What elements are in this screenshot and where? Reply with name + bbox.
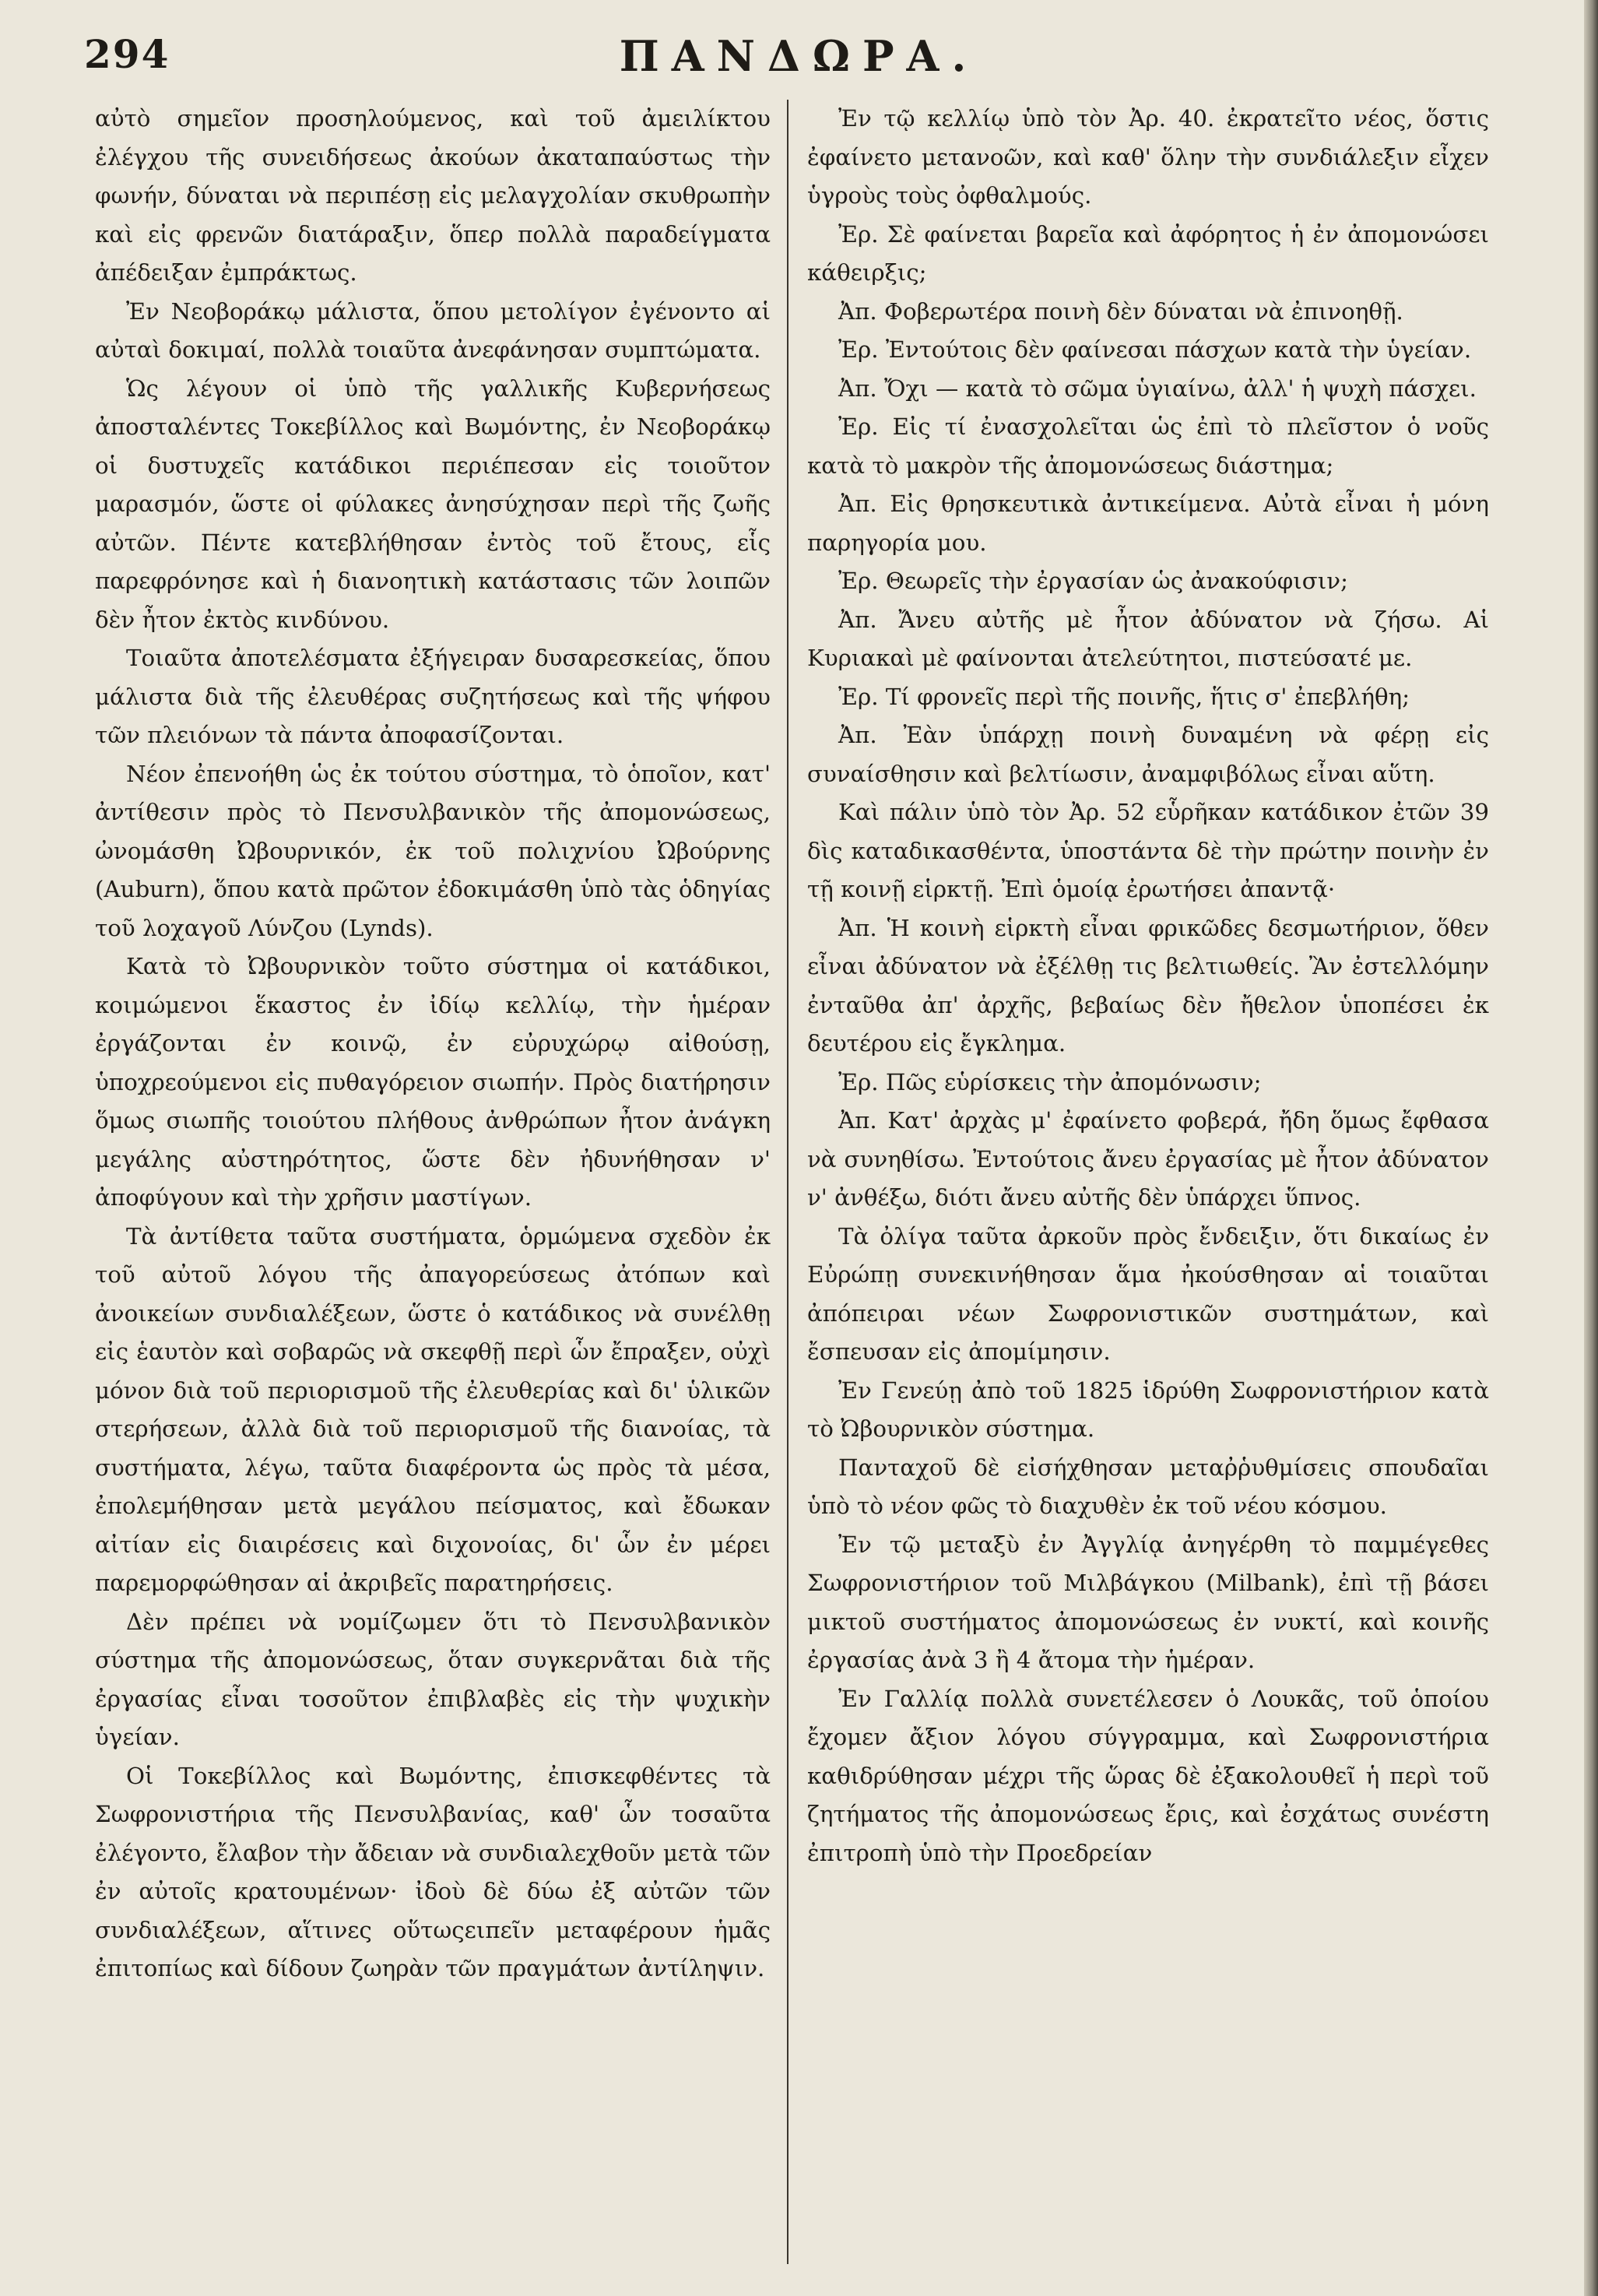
dialogue-line: Ἀπ. Ἡ κοινὴ εἱρκτὴ εἶναι φρικῶδες δεσμωτήριον, ὅθεν εἶναι ἀδύνατον νὰ ἐξέλθῃ τις βελτιωθείς. Ἂν ἐστελλόμην ἐνταῦθα ἀπ' ἀρχῆς, βεβαίως δὲν ἤθελον ὑποπέσει ἐκ δευτέρου εἰς ἔγκλημα. <box>807 914 1489 1057</box>
dialogue-line: Ἀπ. Κατ' ἀρχὰς μ' ἐφαίνετο φοβερά, ἤδη ὅμως ἔφθασα νὰ συνηθίσω. Ἐντούτοις ἄνευ ἐργασίας μὲ ἦτον ἀδύνατον ν' ἀνθέξω, διότι ἄνευ αὐτῆς δὲν ὑπάρχει ὕπνος. <box>807 1107 1489 1211</box>
dialogue-line: Ἐρ. Ἐντούτοις δὲν φαίνεσαι πάσχων κατὰ τὴν ὑγείαν. <box>838 336 1472 363</box>
paragraph: Ὡς λέγουν οἱ ὑπὸ τῆς γαλλικῆς Κυβερνήσεως ἀποσταλέντες Τοκεβίλλος καὶ Βωμόντης, ἐν Νεοβοράκῳ οἱ δυστυχεῖς κατάδικοι περιέπεσαν εἰς τοιοῦτον μαρασμόν, ὥστε οἱ φύλακες ἀνησύχησαν περὶ τῆς ζωῆς αὐτῶν. Πέντε κατεβλήθησαν ἐντὸς τοῦ ἔτους, εἷς παρεφρόνησε καὶ ἡ διανοητικὴ κατάστασις τῶν λοιπῶν δὲν ἦτον ἐκτὸς κινδύνου. <box>95 374 771 633</box>
paragraph: Οἱ Τοκεβίλλος καὶ Βωμόντης, ἐπισκεφθέντες τὰ Σωφρονιστήρια τῆς Πενσυλβανίας, καθ' ὧν τοσαῦτα ἐλέγοντο, ἔλαβον τὴν ἄδειαν νὰ συνδιαλεχθοῦν μετὰ τῶν ἐν αὐτοῖς κρατουμένων· ἰδοὺ δὲ δύω ἐξ αὐτῶν τῶν συνδιαλέξεων, αἵτινες οὕτωςειπεῖν μεταφέρουν ἡμᾶς ἐπιτοπίως καὶ δίδουν ζωηρὰν τῶν πραγμάτων ἀντίληψιν. <box>95 1762 771 1981</box>
paragraph: Καὶ πάλιν ὑπὸ τὸν Ἀρ. 52 εὗρῆκαν κατάδικον ἐτῶν 39 δὶς καταδικασθέντα, ὑποστάντα δὲ τὴν πρώτην ποινὴν ἐν τῇ κοινῇ εἱρκτῇ. Ἐπὶ ὁμοίᾳ ἐρωτήσει ἀπαντᾷ· <box>807 799 1489 902</box>
dialogue-line: Ἐρ. Πῶς εὑρίσκεις τὴν ἀπομόνωσιν; <box>838 1068 1262 1095</box>
running-head-title: ΠΑΝΔΩΡΑ. <box>619 31 979 81</box>
dialogue-line: Ἀπ. Φοβερωτέρα ποινὴ δὲν δύναται νὰ ἐπινοηθῇ. <box>838 297 1403 325</box>
paragraph: Τὰ ὀλίγα ταῦτα ἀρκοῦν πρὸς ἔνδειξιν, ὅτι δικαίως ἐν Εὐρώπῃ συνεκινήθησαν ἅμα ἠκούσθησαν αἱ τοιαῦται ἀπόπειραι νέων Σωφρονιστικῶν συστημάτων, καὶ ἔσπευσαν εἰς ἀπομίμησιν. <box>807 1222 1489 1365</box>
paragraph: αὐτὸ σημεῖον προσηλούμενος, καὶ τοῦ ἀμειλίκτου ἐλέγχου τῆς συνειδήσεως ἀκούων ἀκαταπαύστως τὴν φωνήν, δύναται νὰ περιπέσῃ εἰς μελαγχολίαν σκυθρωπὴν καὶ εἰς φρενῶν διατάραξιν, ὅπερ πολλὰ παραδείγματα ἀπέδειξαν ἐμπράκτως. <box>95 105 771 286</box>
dialogue-line: Ἀπ. Ἐὰν ὑπάρχῃ ποινὴ δυναμένη νὰ φέρῃ εἰς συναίσθησιν καὶ βελτίωσιν, ἀναμφιβόλως εἶναι αὕτη. <box>807 722 1489 787</box>
paragraph: Τὰ ἀντίθετα ταῦτα συστήματα, ὁρμώμενα σχεδὸν ἐκ τοῦ αὐτοῦ λόγου τῆς ἀπαγορεύσεως ἀτόπων καὶ ἀνοικείων συνδιαλέξεων, ὥστε ὁ κατάδικος νὰ συνέλθῃ εἰς ἑαυτὸν καὶ σοβαρῶς νὰ σκεφθῇ περὶ ὧν ἔπραξεν, οὐχὶ μόνον διὰ τοῦ περιορισμοῦ τῆς ἐλευθερίας καὶ δι' ὑλικῶν στερήσεων, ἀλλὰ διὰ τοῦ περιορισμοῦ τῆς διανοίας, τὰ συστήματα, λέγω, ταῦτα διαφέροντα ὡς πρὸς τὰ μέσα, ἐπολεμήθησαν μετὰ μεγάλου πείσματος, καὶ ἔδωκαν αἰτίαν εἰς διαιρέσεις καὶ διχονοίας, δι' ὧν ἐν μέρει παρεμορφώθησαν αἱ ἀκριβεῖς παρατηρήσεις. <box>95 1222 771 1596</box>
paragraph: Τοιαῦτα ἀποτελέσματα ἐξήγειραν δυσαρεσκείας, ὅπου μάλιστα διὰ τῆς ἐλευθέρας συζητήσεως καὶ τῆς ψήφου τῶν πλειόνων τὰ πάντα ἀποφασίζονται. <box>95 645 771 748</box>
right-column <box>807 100 1489 2264</box>
dialogue-line: Ἐρ. Σὲ φαίνεται βαρεῖα καὶ ἀφόρητος ἡ ἐν ἀπομονώσει κάθειρξις; <box>807 220 1489 286</box>
dialogue-line: Ἀπ. Ὄχι — κατὰ τὸ σῶμα ὑγιαίνω, ἀλλ' ἡ ψυχὴ πάσχει. <box>838 374 1477 402</box>
column-divider-rule <box>787 100 788 2264</box>
paragraph: Νέον ἐπενοήθη ὡς ἐκ τούτου σύστημα, τὸ ὁποῖον, κατ' ἀντίθεσιν πρὸς τὸ Πενσυλβανικὸν τῆς ἀπομονώσεως, ὠνομάσθη Ὠβουρνικόν, ἐκ τοῦ πολιχνίου Ὠβούρνης (Auburn), ὅπου κατὰ πρῶτον ἐδοκιμάσθη ὑπὸ τὰς ὁδηγίας τοῦ λοχαγοῦ Λύνζου (Lynds). <box>95 760 771 941</box>
paragraph: Ἐν Νεοβοράκῳ μάλιστα, ὅπου μετολίγον ἐγένοντο αἱ αὐταὶ δοκιμαί, πολλὰ τοιαῦτα ἀνεφάνησαν συμπτώματα. <box>95 297 771 363</box>
paragraph: Δὲν πρέπει νὰ νομίζωμεν ὅτι τὸ Πενσυλβανικὸν σύστημα τῆς ἀπομονώσεως, ὅταν συγκερνᾶται διὰ τῆς ἐργασίας εἶναι τοσοῦτον ἐπιβλαβὲς εἰς τὴν ψυχικὴν ὑγείαν. <box>95 1608 771 1750</box>
left-column <box>95 100 771 2264</box>
paragraph: Πανταχοῦ δὲ εἰσήχθησαν μεταῤῥυθμίσεις σπουδαῖαι ὑπὸ τὸ νέον φῶς τὸ διαχυθὲν ἐκ τοῦ νέου κόσμου. <box>807 1454 1489 1519</box>
dialogue-line: Ἐρ. Τί φρονεῖς περὶ τῆς ποινῆς, ἥτις σ' ἐπεβλήθη; <box>838 683 1410 710</box>
paragraph: Ἐν Γενεύῃ ἀπὸ τοῦ 1825 ἱδρύθη Σωφρονιστήριον κατὰ τὸ Ὠβουρνικὸν σύστημα. <box>807 1377 1489 1442</box>
dialogue-line: Ἐρ. Εἰς τί ἐνασχολεῖται ὡς ἐπὶ τὸ πλεῖστον ὁ νοῦς κατὰ τὸ μακρὸν τῆς ἀπομονώσεως διάστημα; <box>807 413 1489 479</box>
page-number: 294 <box>84 31 170 77</box>
dialogue-line: Ἐρ. Θεωρεῖς τὴν ἐργασίαν ὡς ἀνακούφισιν; <box>838 568 1348 594</box>
page-binding-edge <box>1584 0 1598 2296</box>
paragraph: Ἐν τῷ μεταξὺ ἐν Ἀγγλίᾳ ἀνηγέρθη τὸ παμμέγεθες Σωφρονιστήριον τοῦ Μιλβάγκου (Milbank), ἐπὶ τῇ βάσει μικτοῦ συστήματος ἀπομονώσεως ἐν νυκτί, καὶ κοινῆς ἐργασίας ἀνὰ 3 ἢ 4 ἄτομα τὴν ἡμέραν. <box>807 1531 1489 1673</box>
dialogue-line: Ἀπ. Εἰς θρησκευτικὰ ἀντικείμενα. Αὐτὰ εἶναι ἡ μόνη παρηγορία μου. <box>807 490 1489 556</box>
paragraph: Ἐν τῷ κελλίῳ ὑπὸ τὸν Ἀρ. 40. ἐκρατεῖτο νέος, ὅστις ἐφαίνετο μετανοῶν, καὶ καθ' ὅλην τὴν συνδιάλεξιν εἶχεν ὑγροὺς τοὺς ὀφθαλμούς. <box>807 105 1489 209</box>
paragraph: Κατὰ τὸ Ὠβουρνικὸν τοῦτο σύστημα οἱ κατάδικοι, κοιμώμενοι ἕκαστος ἐν ἰδίῳ κελλίῳ, τὴν ἡμέραν ἐργάζονται ἐν κοινῷ, ἐν εὐρυχώρῳ αἰθούσῃ, ὑποχρεούμενοι εἰς πυθαγόρειον σιωπήν. Πρὸς διατήρησιν ὅμως σιωπῆς τοιούτου πλήθους ἀνθρώπων ἦτον ἀνάγκη μεγάλης αὐστηρότητος, ὥστε δὲν ἠδυνήθησαν ν' ἀποφύγουν καὶ τὴν χρῆσιν μαστίγων. <box>95 953 771 1211</box>
paragraph: Ἐν Γαλλίᾳ πολλὰ συνετέλεσεν ὁ Λουκᾶς, τοῦ ὁποίου ἔχομεν ἄξιον λόγου σύγγραμμα, καὶ Σωφρονιστήρια καθιδρύθησαν μέχρι τῆς ὥρας δὲ ἐξακολουθεῖ ἡ περὶ τοῦ ζητήματος τῆς ἀπομονώσεως ἔρις, καὶ ἐσχάτως συνέστη ἐπιτροπὴ ὑπὸ τὴν Προεδρείαν <box>807 1685 1489 1866</box>
dialogue-line: Ἀπ. Ἄνευ αὐτῆς μὲ ἦτον ἀδύνατον νὰ ζήσω. Αἱ Κυριακαὶ μὲ φαίνονται ἀτελεύτητοι, πιστεύσατέ με. <box>807 606 1489 671</box>
